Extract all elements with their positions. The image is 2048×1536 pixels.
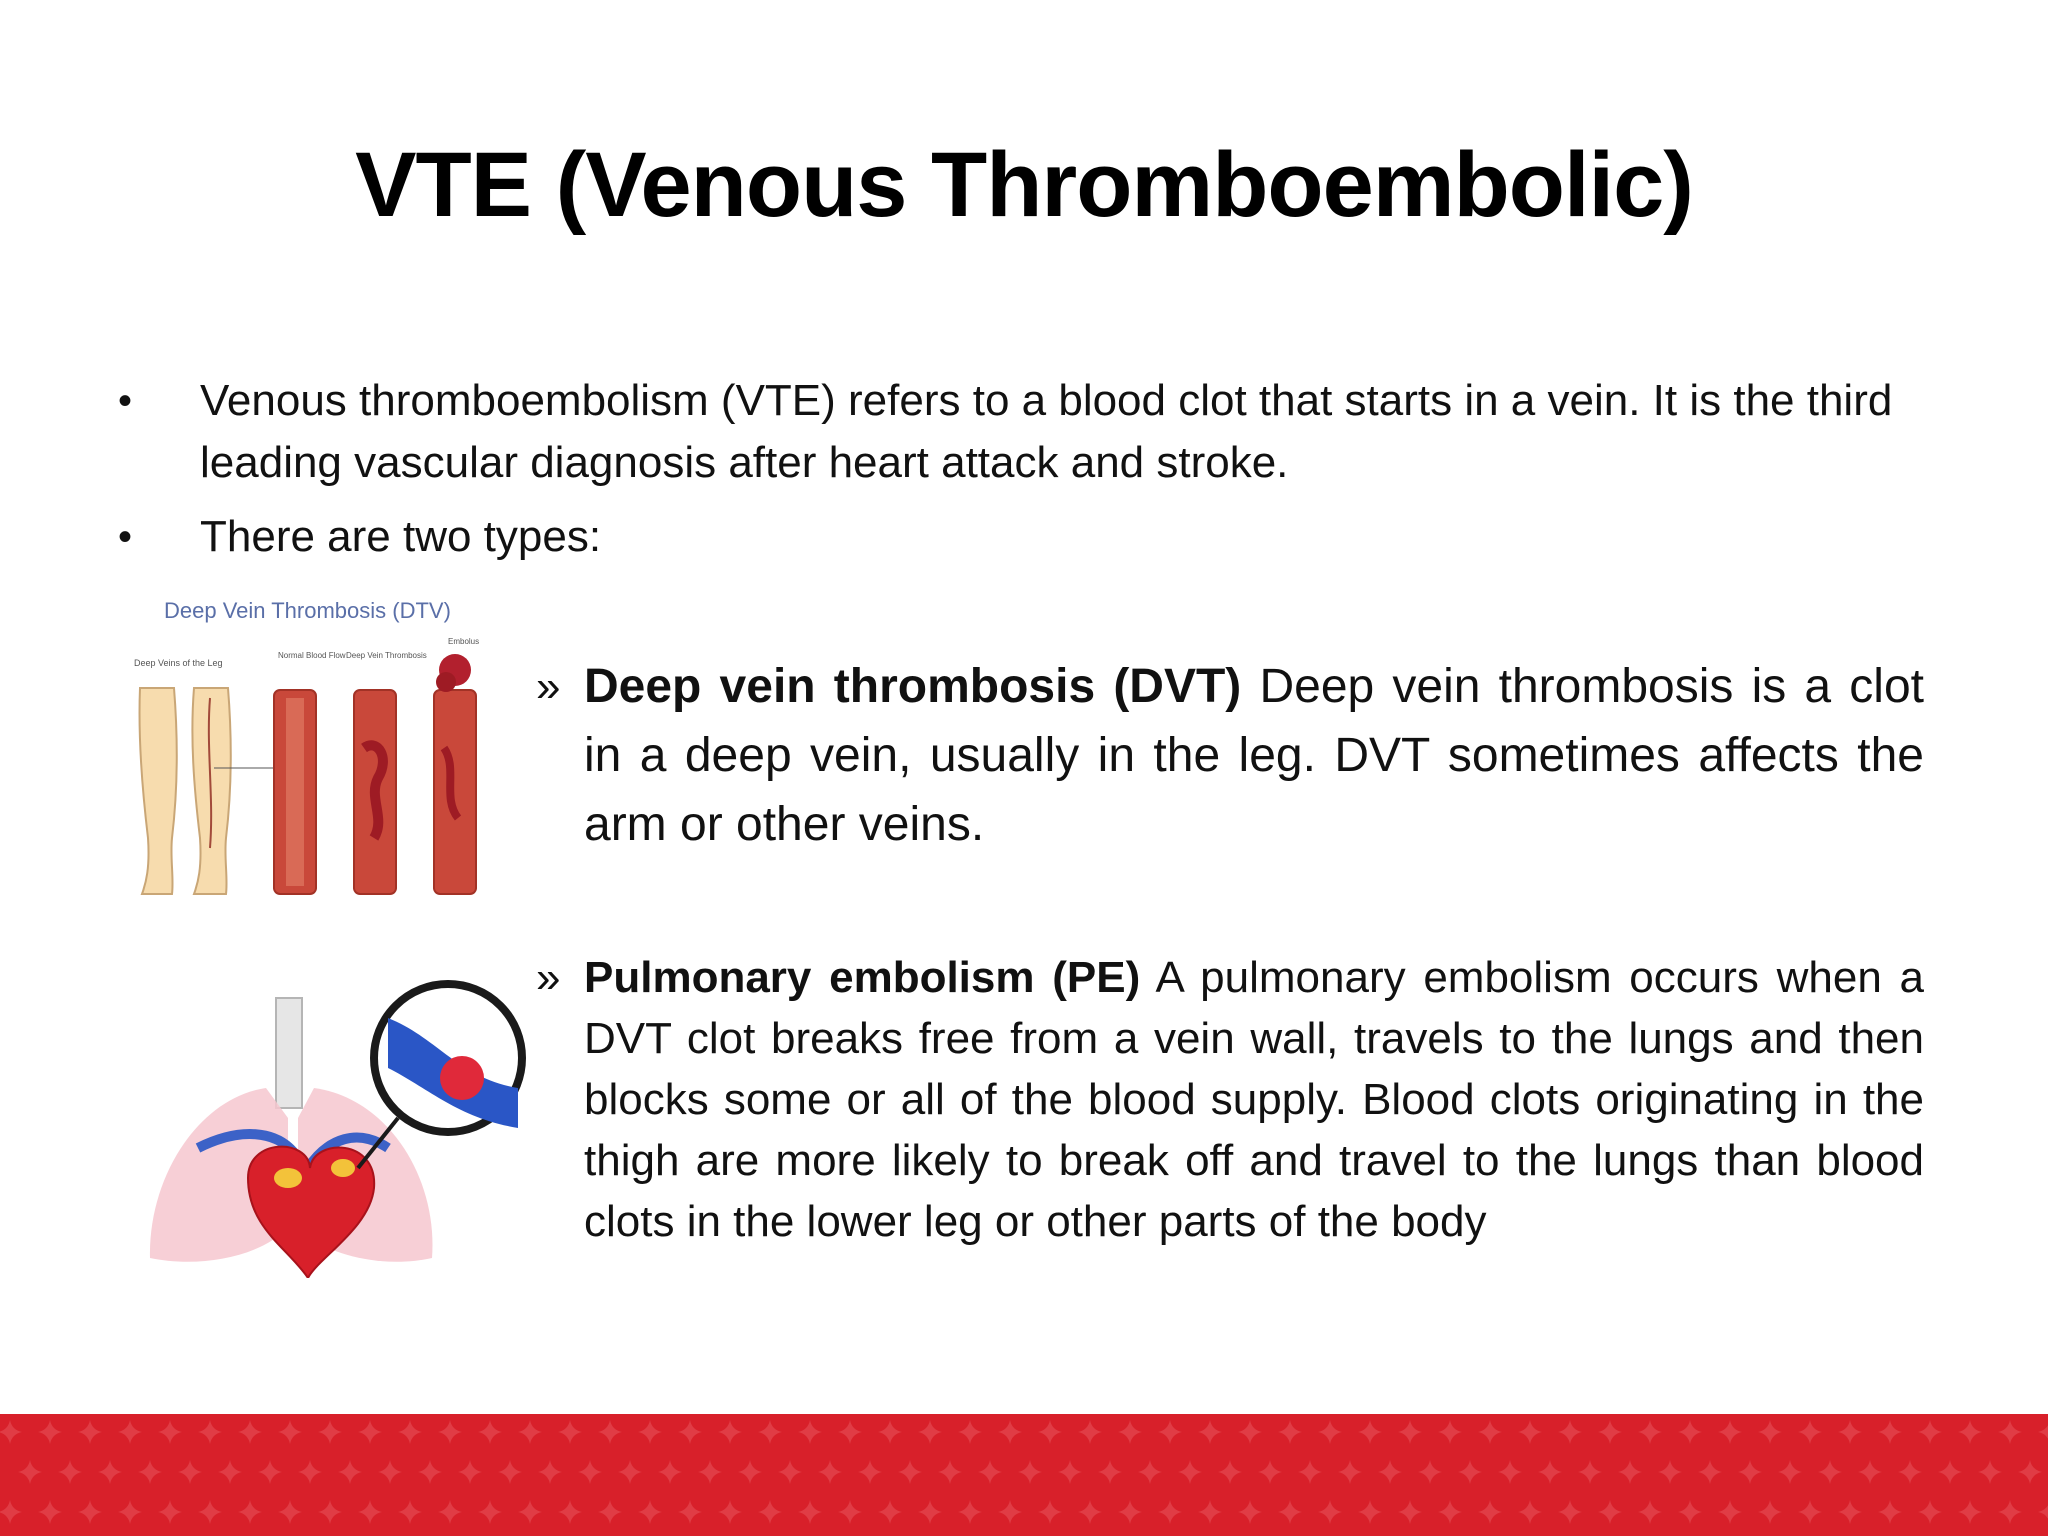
footer-star-shape — [1578, 1460, 1602, 1484]
footer-star-shape — [1378, 1460, 1402, 1484]
footer-star-shape — [238, 1500, 262, 1524]
footer-star-shape — [378, 1460, 402, 1484]
footer-star-shape — [1238, 1500, 1262, 1524]
footer-star-shape — [1658, 1460, 1682, 1484]
footer-star-shape — [878, 1420, 902, 1444]
footer-star-shape — [0, 1420, 22, 1444]
dvt-diagram — [128, 598, 512, 906]
footer-star-shape — [1198, 1420, 1222, 1444]
footer-star-shape — [118, 1420, 142, 1444]
footer-star-shape — [758, 1420, 782, 1444]
footer-star-shape — [198, 1500, 222, 1524]
footer-star-shape — [1038, 1500, 1062, 1524]
footer-star-shape — [818, 1460, 842, 1484]
footer-star-shape — [798, 1500, 822, 1524]
footer-star-shape — [918, 1500, 942, 1524]
footer-star-shape — [298, 1460, 322, 1484]
footer-band — [0, 1414, 2048, 1536]
footer-star-shape — [1278, 1500, 1302, 1524]
bullet-list — [118, 370, 1926, 580]
footer-star-shape — [1318, 1420, 1342, 1444]
footer-star-shape — [1978, 1460, 2002, 1484]
footer-star-shape — [1958, 1420, 1982, 1444]
type-title: Pulmonary embolism (PE) — [584, 953, 1141, 1002]
footer-star-shape — [1998, 1420, 2022, 1444]
footer-star-shape — [678, 1420, 702, 1444]
footer-star-shape — [638, 1500, 662, 1524]
footer-star-shape — [1538, 1460, 1562, 1484]
footer-star-shape — [1158, 1420, 1182, 1444]
footer-star-shape — [1698, 1460, 1722, 1484]
footer-star-shape — [1358, 1500, 1382, 1524]
footer-star-shape — [978, 1460, 1002, 1484]
footer-star-shape — [1178, 1460, 1202, 1484]
footer-star-shape — [598, 1500, 622, 1524]
footer-star-shape — [518, 1500, 542, 1524]
footer-star-shape — [1618, 1460, 1642, 1484]
footer-star-shape — [858, 1460, 882, 1484]
footer-star-shape — [478, 1420, 502, 1444]
footer-star-shape — [1918, 1500, 1942, 1524]
footer-star-shape — [1478, 1500, 1502, 1524]
footer-star-shape — [798, 1420, 822, 1444]
footer-star-shape — [1358, 1420, 1382, 1444]
leg-shape — [139, 688, 176, 894]
footer-star-shape — [958, 1420, 982, 1444]
footer-star-shape — [698, 1460, 722, 1484]
footer-star-shape — [1218, 1460, 1242, 1484]
dvt-label-legs: Deep Veins of the Leg — [134, 658, 223, 668]
footer-star-shape — [1518, 1420, 1542, 1444]
footer-star-shape — [1438, 1420, 1462, 1444]
dvt-label-thrombosis: Deep Vein Thrombosis — [346, 651, 427, 660]
footer-star-shape — [78, 1420, 102, 1444]
footer-star-shape — [138, 1460, 162, 1484]
footer-star-shape — [638, 1420, 662, 1444]
type-item-pe — [536, 947, 1924, 1252]
footer-star-shape — [1458, 1460, 1482, 1484]
footer-star-shape — [438, 1500, 462, 1524]
footer-star-shape — [1418, 1460, 1442, 1484]
footer-star-shape — [1078, 1500, 1102, 1524]
footer-star-shape — [1718, 1420, 1742, 1444]
sub-bullet-mark: » — [536, 662, 561, 711]
footer-star-shape — [1518, 1500, 1542, 1524]
footer-star-shape — [1038, 1420, 1062, 1444]
footer-star-shape — [2038, 1500, 2048, 1524]
footer-star-shape — [998, 1420, 1022, 1444]
embolus-closeup — [440, 1056, 484, 1100]
footer-star-shape — [538, 1460, 562, 1484]
type-body: A pulmonary embolism occurs when a DVT clot breaks free from a vein wall, travels to the lungs and then blocks some or all of the blood supply. Blood clots originating in the thigh are more likely to break off and travel to the lungs than blood clots in the lower leg or other parts of the body — [584, 953, 1925, 1246]
footer-star-shape — [358, 1420, 382, 1444]
footer-star-shape — [958, 1500, 982, 1524]
footer-star-shape — [1198, 1500, 1222, 1524]
footer-star-shape — [838, 1420, 862, 1444]
heart — [248, 1147, 374, 1278]
footer-star-shape — [1678, 1420, 1702, 1444]
footer-star-shape — [418, 1460, 442, 1484]
footer-star-shape — [278, 1420, 302, 1444]
footer-star-shape — [1098, 1460, 1122, 1484]
footer-star-shape — [198, 1420, 222, 1444]
footer-star-shape — [838, 1500, 862, 1524]
footer-star-shape — [58, 1460, 82, 1484]
trachea — [276, 998, 302, 1108]
footer-star-shape — [318, 1420, 342, 1444]
type-title: Deep vein thrombosis (DVT) — [584, 660, 1242, 713]
footer-star-shape — [318, 1500, 342, 1524]
footer-star-shape — [718, 1420, 742, 1444]
bullet-item — [118, 506, 1926, 568]
footer-star-shape — [358, 1500, 382, 1524]
footer-star-shape — [918, 1420, 942, 1444]
footer-star-shape — [18, 1460, 42, 1484]
footer-star-shape — [1078, 1420, 1102, 1444]
fat-deposit — [274, 1168, 302, 1188]
footer-star-shape — [738, 1460, 762, 1484]
footer-star-shape — [1838, 1500, 1862, 1524]
footer-star-shape — [1058, 1460, 1082, 1484]
footer-star-shape — [458, 1460, 482, 1484]
footer-star-shape — [1478, 1420, 1502, 1444]
bullet-mark: • — [118, 515, 133, 559]
footer-star-shape — [2038, 1420, 2048, 1444]
footer-star-shape — [1558, 1420, 1582, 1444]
embolus-clot — [436, 672, 456, 692]
dvt-label-normal: Normal Blood Flow — [278, 651, 346, 660]
footer-star-shape — [158, 1500, 182, 1524]
footer-star-shape — [1598, 1500, 1622, 1524]
vessel-lumen — [286, 698, 304, 886]
footer-star-shape — [1718, 1500, 1742, 1524]
footer-star-shape — [1798, 1500, 1822, 1524]
footer-star-shape — [2018, 1460, 2042, 1484]
footer-star-shape — [1878, 1500, 1902, 1524]
dvt-figure-caption: Deep Vein Thrombosis (DTV) — [164, 598, 451, 623]
footer-star-shape — [1558, 1500, 1582, 1524]
footer-star-shape — [1118, 1420, 1142, 1444]
vessel-embolus — [434, 690, 476, 894]
footer-star-shape — [1998, 1500, 2022, 1524]
footer-star-shape — [1938, 1460, 1962, 1484]
footer-star-shape — [498, 1460, 522, 1484]
footer-star-shape — [1898, 1460, 1922, 1484]
footer-star-shape — [1118, 1500, 1142, 1524]
bullet-item — [118, 370, 1926, 494]
footer-star-shape — [718, 1500, 742, 1524]
footer-star-shape — [78, 1500, 102, 1524]
footer-star-shape — [1398, 1500, 1422, 1524]
footer-star-shape — [1018, 1460, 1042, 1484]
footer-star-shape — [438, 1420, 462, 1444]
footer-star-shape — [1838, 1420, 1862, 1444]
footer-star-shape — [598, 1420, 622, 1444]
footer-star-shape — [678, 1500, 702, 1524]
footer-star-shape — [878, 1500, 902, 1524]
dvt-label-embolus: Embolus — [448, 637, 480, 646]
type-item-dvt — [536, 652, 1924, 859]
footer-star-shape — [558, 1500, 582, 1524]
footer-star-shape — [1338, 1460, 1362, 1484]
bullet-mark: • — [118, 379, 133, 423]
footer-star-shape — [158, 1420, 182, 1444]
footer-star-shape — [1138, 1460, 1162, 1484]
footer-star-shape — [618, 1460, 642, 1484]
footer-star-shape — [1278, 1420, 1302, 1444]
footer-star-shape — [1758, 1420, 1782, 1444]
footer-star-shape — [1598, 1420, 1622, 1444]
footer-star-shape — [38, 1500, 62, 1524]
footer-star-shape — [398, 1500, 422, 1524]
dvt-illustration — [128, 598, 512, 906]
type-description — [584, 652, 1924, 859]
footer-star-shape — [1298, 1460, 1322, 1484]
footer-star-shape — [658, 1460, 682, 1484]
fat-deposit — [331, 1159, 355, 1177]
footer-star-shape — [1958, 1500, 1982, 1524]
type-body: Deep vein thrombosis is a clot in a deep vein, usually in the leg. DVT sometimes affects the arm or other veins. — [584, 660, 1925, 851]
footer-star-shape — [1678, 1500, 1702, 1524]
footer-star-shape — [1398, 1420, 1422, 1444]
footer-star-shape — [1318, 1500, 1342, 1524]
footer-star-shape — [1878, 1420, 1902, 1444]
footer-star-shape — [1778, 1460, 1802, 1484]
footer-star-shape — [758, 1500, 782, 1524]
footer-star-shape — [1258, 1460, 1282, 1484]
footer-star-shape — [218, 1460, 242, 1484]
footer-star-shape — [118, 1500, 142, 1524]
footer-star-shape — [1738, 1460, 1762, 1484]
pe-illustration — [138, 978, 538, 1278]
footer-star-shape — [478, 1500, 502, 1524]
footer-star-shape — [898, 1460, 922, 1484]
lungs-heart-icon — [138, 978, 538, 1278]
footer-star-shape — [1638, 1420, 1662, 1444]
footer-star-shape — [518, 1420, 542, 1444]
footer-star-shape — [38, 1420, 62, 1444]
footer-star-shape — [1758, 1500, 1782, 1524]
footer-star-shape — [258, 1460, 282, 1484]
footer-star-shape — [338, 1460, 362, 1484]
slide-title: VTE (Venous Thromboembolic) — [355, 134, 1693, 236]
footer-star-shape — [1638, 1500, 1662, 1524]
sub-bullet-mark: » — [536, 953, 561, 1002]
footer-star-shape — [778, 1460, 802, 1484]
footer-star-shape — [1438, 1500, 1462, 1524]
footer-star-shape — [98, 1460, 122, 1484]
footer-star-shape — [998, 1500, 1022, 1524]
footer-star-shape — [1158, 1500, 1182, 1524]
footer-star-shape — [278, 1500, 302, 1524]
footer-star-shape — [578, 1460, 602, 1484]
type-description — [584, 947, 1924, 1252]
footer-star-shape — [238, 1420, 262, 1444]
footer-star-shape — [1858, 1460, 1882, 1484]
footer-star-shape — [1798, 1420, 1822, 1444]
footer-star-shape — [1818, 1460, 1842, 1484]
footer-star-shape — [558, 1420, 582, 1444]
footer-star-shape — [0, 1500, 22, 1524]
footer-star-shape — [1918, 1420, 1942, 1444]
footer-star-shape — [398, 1420, 422, 1444]
footer-star-shape — [938, 1460, 962, 1484]
bullet-text: There are two types: — [200, 512, 602, 561]
bullet-text: Venous thromboembolism (VTE) refers to a blood clot that starts in a vein. It is the third leading vascular diagnosis after heart attack and stroke. — [200, 376, 1893, 487]
footer-star-shape — [178, 1460, 202, 1484]
footer-star-shape — [1238, 1420, 1262, 1444]
footer-pattern — [0, 1414, 2048, 1536]
footer-star-shape — [1498, 1460, 1522, 1484]
